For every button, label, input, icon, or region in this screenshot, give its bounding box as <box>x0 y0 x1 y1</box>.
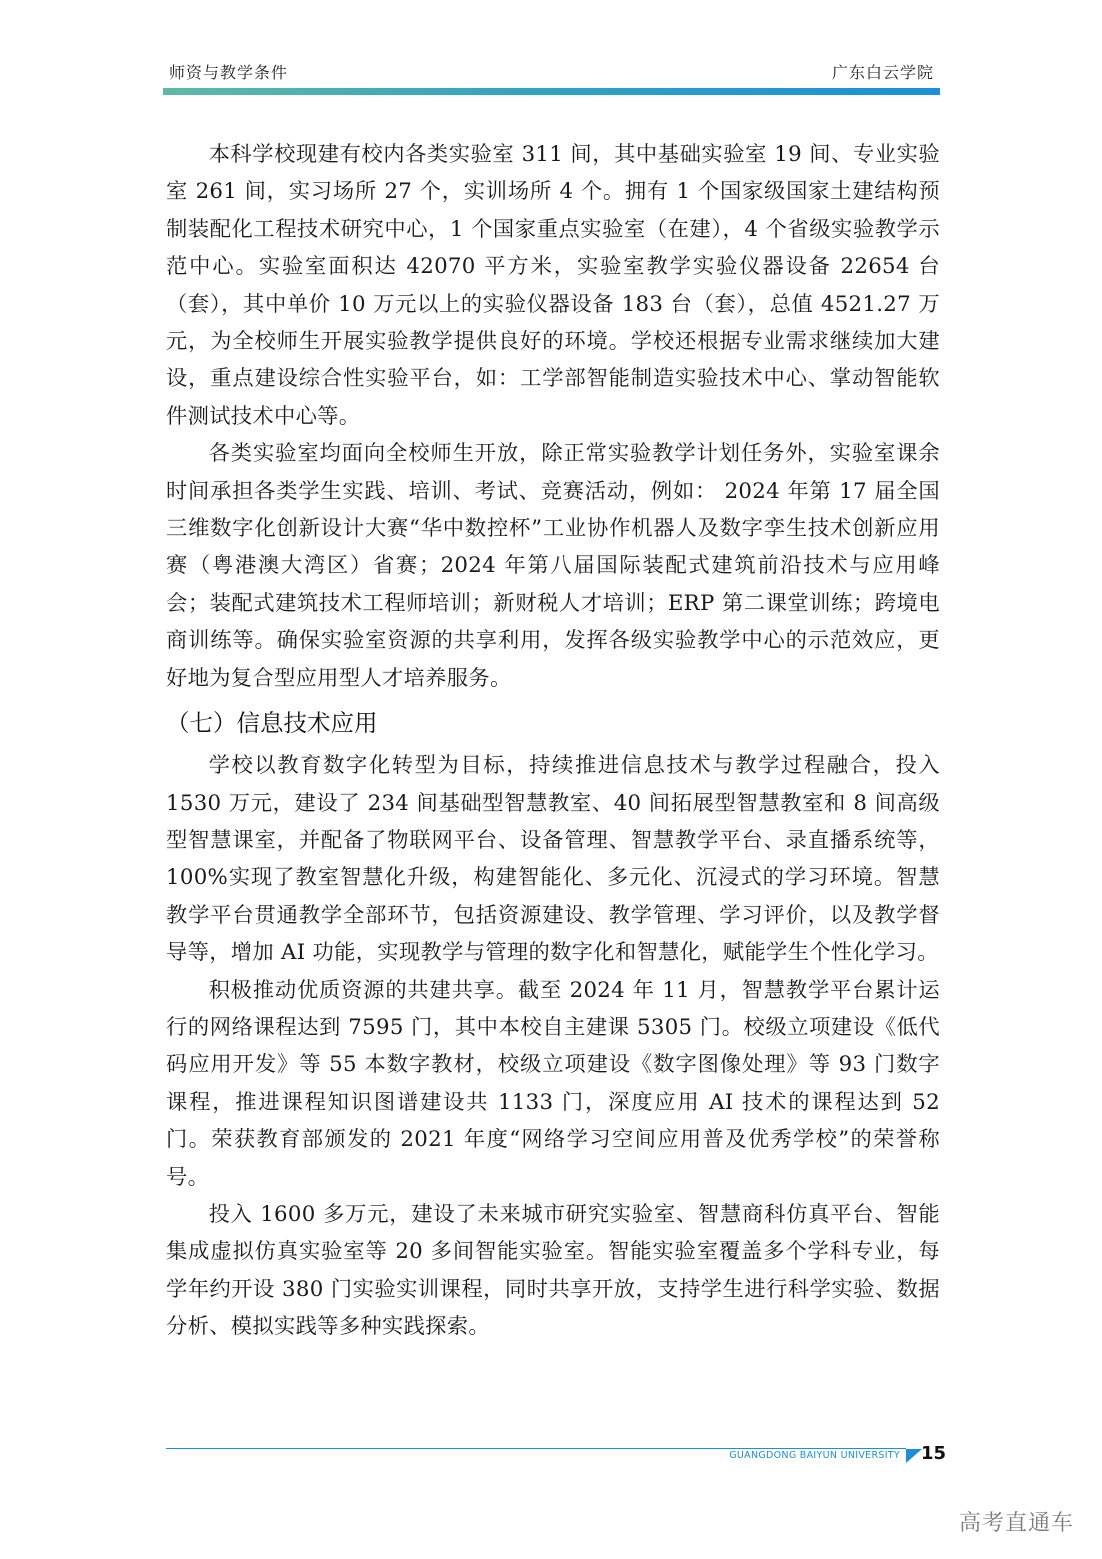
page-footer <box>166 1432 946 1472</box>
paragraph-smart-labs: 投入 1600 多万元，建设了未来城市研究实验室、智慧商科仿真平台、智能集成虚拟仿真实验室等 20 多间智能实验室。智能实验室覆盖多个学科专业，每学年约开设 380 门实验实训课程，同时共享开放，支持学生进行科学实验、数据分析、模拟实践等多种实践探索。 <box>166 1201 940 1340</box>
paragraph-labs-open: 各类实验室均面向全校师生开放，除正常实验教学计划任务外，实验室课余时间承担各类学生实践、培训、考试、竞赛活动，例如： 2024 年第 17 届全国三维数字化创新设计大赛“华中数控杯”工业协作机器人及数字孪生技术创新应用赛（粤港澳大湾区）省赛；2024 年第八届国际装配式建筑前沿技术与应用峰会；装配式建筑技术工程师培训；新财税人才培训；ERP 第二课堂训练；跨境电商训练等。确保实验室资源的共享利用，发挥各级实验教学中心的示范效应，更好地为复合型应用型人才培养服务。 <box>166 441 940 691</box>
header-section-title: 师资与教学条件 <box>169 63 289 82</box>
header-gradient-bar <box>163 88 940 95</box>
page-number: 15 <box>920 1443 946 1464</box>
page-header <box>163 54 940 94</box>
footer-triangle-icon <box>906 1449 922 1463</box>
section-title-it-application: （七）信息技术应用 <box>166 709 378 738</box>
paragraph-resource-sharing: 积极推动优质资源的共建共享。截至 2024 年 11 月，智慧教学平台累计运行的网络课程达到 7595 门，其中本校自主建课 5305 门。校级立项建设《低代码应用开发》等 55 本数字教材，校级立项建设《数字图像处理》等 93 门数字课程，推进课程知识图谱建设共 1133 门，深度应用 AI 技术的课程达到 52 门。荣获教育部颁发的 2021 年度“网络学习空间应用普及优秀学校”的荣誉称号。 <box>166 977 940 1190</box>
paragraph-smart-classrooms: 学校以教育数字化转型为目标，持续推进信息技术与教学过程融合，投入 1530 万元，建设了 234 间基础型智慧教室、40 间拓展型智慧教室和 8 间高级型智慧课室，并配备了物联网平台、设备管理、智慧教学平台、录直播系统等，100%实现了教室智慧化升级，构建智能化、多元化、沉浸式的学习环境。智慧教学平台贯通教学全部环节，包括资源建设、教学管理、学习评价，以及教学督导等，增加 AI 功能，实现教学与管理的数字化和智慧化，赋能学生个性化学习。 <box>166 753 940 966</box>
footer-school-name: GUANGDONG BAIYUN UNIVERSITY <box>729 1450 900 1461</box>
watermark-text: 高考直通车 <box>958 1511 1074 1536</box>
header-school-name: 广东白云学院 <box>831 63 934 82</box>
paragraph-labs-overview: 本科学校现建有校内各类实验室 311 间，其中基础实验室 19 间、专业实验室 261 间，实习场所 27 个，实训场所 4 个。拥有 1 个国家级国家土建结构预制装配化工程技术研究中心，1 个国家重点实验室（在建），4 个省级实验教学示范中心。实验室面积达 42070 平方米，实验室教学实验仪器设备 22654 台（套），其中单价 10 万元以上的实验仪器设备 183 台（套），总值 4521.27 万元，为全校师生开展实验教学提供良好的环境。学校还根据专业需求继续加大建设，重点建设综合性实验平台，如：工学部智能制造实验技术中心、掌动智能软件测试技术中心等。 <box>166 142 940 429</box>
footer-rule <box>166 1448 906 1449</box>
main-content <box>166 136 940 1346</box>
